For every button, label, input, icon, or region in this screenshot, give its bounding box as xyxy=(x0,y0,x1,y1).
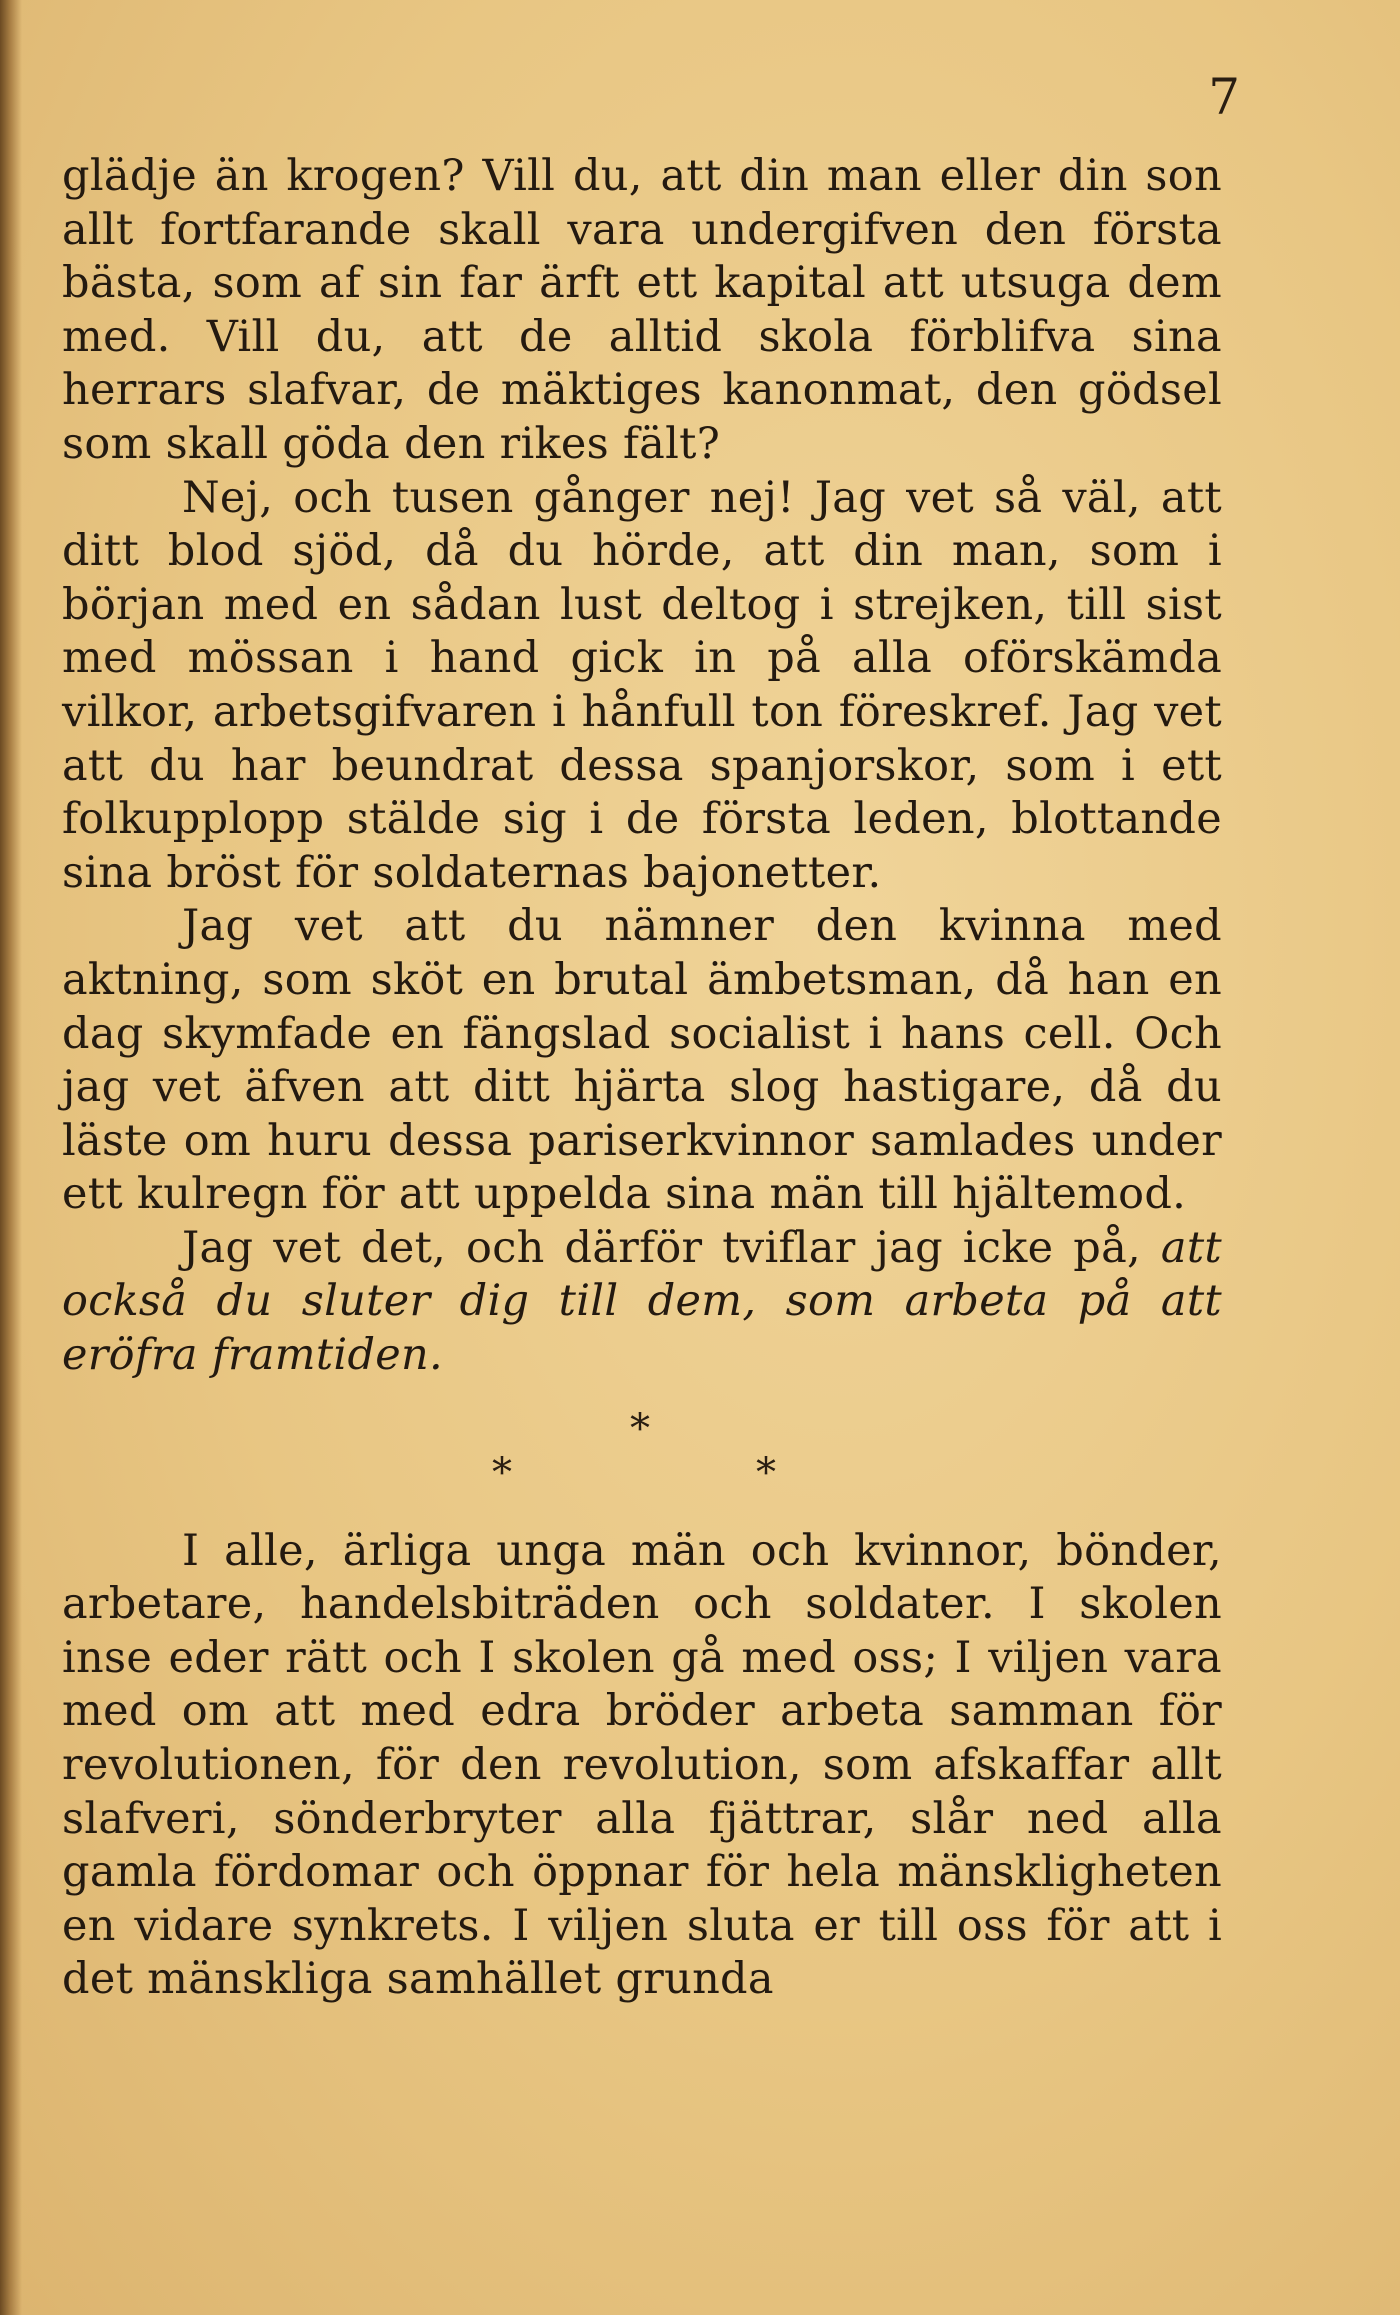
paragraph-3: Jag vet att du nämner den kvinna med aktning, som sköt en brutal ämbetsman, då han en dag skymfade en fängslad socialist i hans cell. Och jag vet äfven att ditt hjärta slog hastigare, då du läste om huru dessa pariserkvinnor samlades under ett kulregn för att uppelda sina män till hjältemod. xyxy=(62,901,1222,1220)
asterisk-left: * xyxy=(492,1449,513,1496)
section-separator-asterism xyxy=(62,1397,1222,1507)
paragraph-4-italic: att också du sluter dig till dem, som arbeta på att eröfra framtiden. xyxy=(62,1222,1222,1381)
asterisk-top: * xyxy=(630,1405,651,1452)
book-spine-shadow xyxy=(0,0,22,2315)
asterisk-right: * xyxy=(756,1449,777,1496)
body-text xyxy=(62,150,1222,2007)
paragraph-2: Nej, och tusen gånger nej! Jag vet så väl, att ditt blod sjöd, då du hörde, att din man, som i början med en sådan lust deltog i strejken, till sist med mössan i hand gick in på alla oförskämda vilkor, arbetsgifvaren i hånfull ton föreskref. Jag vet att du har beundrat dessa spanjorskor, som i ett folkupplopp stälde sig i de första leden, blottande sina bröst för soldaternas bajonetter. xyxy=(62,472,1222,898)
page-number: 7 xyxy=(1208,68,1240,126)
paragraph-5: I alle, ärliga unga män och kvinnor, bönder, arbetare, handelsbiträden och soldater. I skolen inse eder rätt och I skolen gå med oss; I viljen vara med om att med edra bröder arbeta samman för revolutionen, för den revolution, som afskaffar allt slafveri, sönderbryter alla fjättrar, slår ned alla gamla fördomar och öppnar för hela mänskligheten en vidare synkrets. I viljen sluta er till oss för att i det mänskliga samhället grunda xyxy=(62,1525,1222,2005)
paragraph-4-plain: Jag vet det, och därför tviflar jag icke på, xyxy=(182,1222,1141,1273)
paragraph-4 xyxy=(62,1222,1222,1383)
paragraph-1: glädje än krogen? Vill du, att din man eller din son allt fortfarande skall vara undergifven den första bästa, som af sin far ärft ett kapital att utsuga dem med. Vill du, att de alltid skola förblifva sina herrars slafvar, de mäktiges kanonmat, den gödsel som skall göda den rikes fält? xyxy=(62,151,1222,469)
